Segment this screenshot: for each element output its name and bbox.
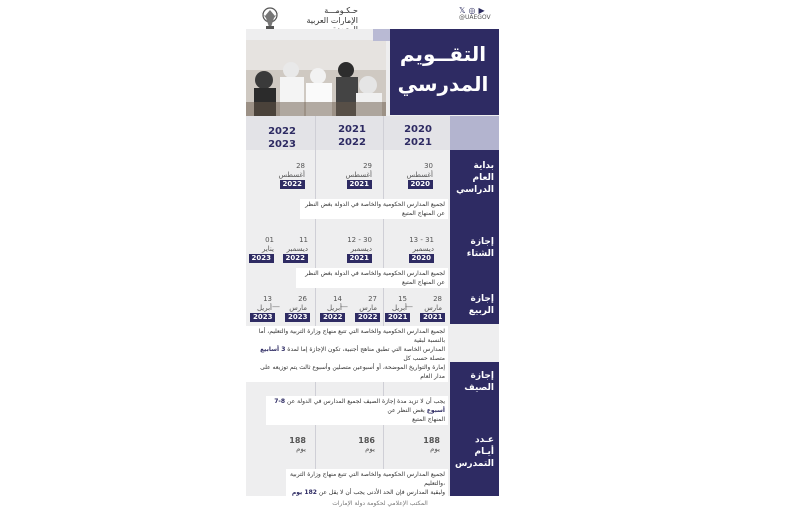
page-title-line1: التقــويم <box>399 42 487 66</box>
date-cell: 28 أغسطس 2022 <box>278 162 305 188</box>
days-count-cell: 188 يوم <box>423 436 440 453</box>
date-cell: 26 مارس 2023 <box>285 295 307 322</box>
section-label-school-start: بداية العام الدراسي <box>450 150 499 222</box>
days-count-cell: 188 يوم <box>289 436 306 453</box>
date-cell: 01 يناير 2023 <box>248 236 274 263</box>
date-cell: 15 أبريل 2021 <box>385 295 407 322</box>
youtube-icon[interactable]: ▶ <box>478 6 485 15</box>
social-handle: @UAEGOV <box>459 14 491 21</box>
year-header-corner <box>450 116 499 150</box>
date-cell: 28 مارس 2021 <box>420 295 442 322</box>
section-label-winter-break: إجازة الشتاء <box>450 222 499 288</box>
date-cell: 29 أغسطس 2021 <box>345 162 372 188</box>
section-label-summer-break: إجازة الصيف <box>450 362 499 424</box>
date-cell: 30 أغسطس 2020 <box>406 162 433 188</box>
gov-name-line1: حـكـومـــة <box>324 6 358 15</box>
page-title-line2: المدرسي <box>397 72 489 96</box>
date-cell: 13 أبريل 2023 <box>250 295 272 322</box>
date-cell: 14 أبريل 2022 <box>320 295 342 322</box>
year-column-2: 2021 2022 <box>338 124 366 148</box>
section-note: لجميع المدارس الحكومية والخاصة التي تتبع منهاج وزارة التربية والتعليم، أما بالنسبة لبقية المدارس الخاصة التي تطبق مناهج أجنبية، تكون الإجازة إما لمدة 3 أسابيع متصلة حسب كل إمارة والتواريخ الموضحة، أو أسبوعين متصلين وأسبوع ثالث يتم توزيعه على مدار العام <box>246 326 448 382</box>
days-count-cell: 186 يوم <box>358 436 375 453</box>
twitter-icon[interactable]: 𝕏 <box>459 6 466 15</box>
uae-emblem-logo <box>257 4 283 32</box>
date-cell: 12 - 30 ديسمبر 2021 <box>347 236 372 262</box>
range-dash: — <box>405 302 413 311</box>
instagram-icon[interactable]: ◎ <box>468 6 476 15</box>
section-note: يجب أن لا تزيد مدة إجازة الصيف لجميع المدارس في الدولة عن 8-7 أسبوع بغض النظر عن المنهاج المتبع <box>266 396 448 425</box>
column-divider <box>315 116 316 496</box>
date-cell: 13 - 31 ديسمبر 2020 <box>409 236 434 262</box>
students-classroom-photo <box>246 40 386 116</box>
year-column-3: 2022 2023 <box>268 126 296 150</box>
range-dash: — <box>272 302 280 311</box>
gov-name-line2: الإمارات العربية <box>306 16 358 25</box>
range-dash: — <box>340 302 348 311</box>
footer-credit: المكتب الإعلامي لحكومة دولة الإمارات <box>332 500 428 507</box>
date-cell: 11 ديسمبر 2022 <box>280 236 308 263</box>
date-cell: 27 مارس 2022 <box>355 295 377 322</box>
section-note: لجميع المدارس الحكومية والخاصة في الدولة بغض النظر عن المنهاج المتبع <box>296 268 448 288</box>
section-note: لجميع المدارس الحكومية والخاصة في الدولة بغض النظر عن المنهاج المتبع <box>300 199 448 219</box>
year-column-1: 2020 2021 <box>404 124 432 148</box>
column-divider <box>383 116 384 496</box>
section-label-school-days: عـدد أيـام التمدرس <box>450 424 499 496</box>
section-note: لجميع المدارس الحكومية والخاصة التي تتبع منهاج وزارة التربية والتعليم، ولبقية المدارس فإن الحد الأدنى يجب أن لا يقل عن 182 يوم <box>286 469 448 498</box>
section-label-spring-break: إجازة الربيع <box>450 288 499 324</box>
